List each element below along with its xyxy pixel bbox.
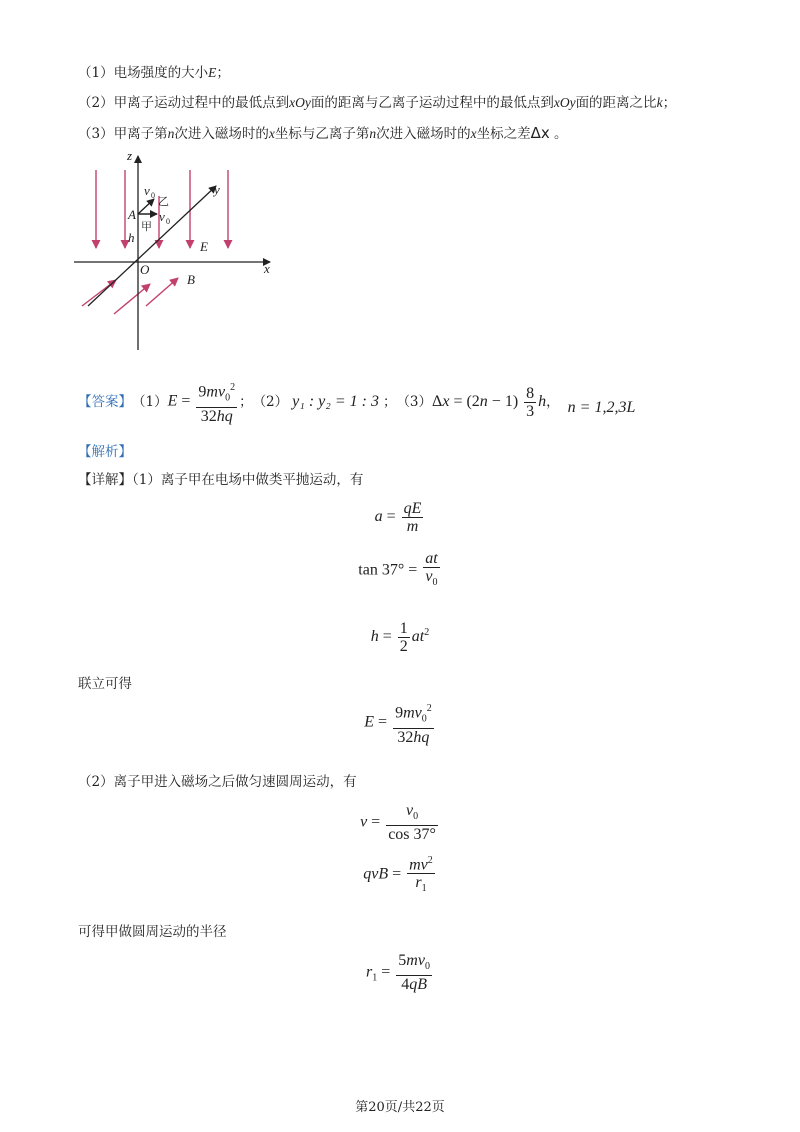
radius-text: 可得甲做圆周运动的半径 (78, 924, 227, 940)
point-a-label: A (128, 207, 136, 222)
question-1-text: （1）电场强度的大小 (78, 65, 209, 81)
yi-velocity-arrow (138, 199, 154, 214)
answer-part-1-label: （1） (132, 394, 168, 410)
v0-sub-jia: 0 (166, 217, 170, 226)
magnetic-field-lines (82, 278, 178, 314)
equation-field-result: E = $\frac{9mv_0^2}{32hq}$ (0, 700, 800, 746)
height-label: h (128, 230, 135, 245)
question-2-mid: 面的距离与乙离子运动过程中的最低点到 (310, 95, 554, 111)
answer-delta-x-formula: Δx = (2n − 1) $\frac{8}{3}$ h (432, 384, 547, 420)
v0-sub-yi: 0 (151, 191, 155, 200)
question-2 (78, 93, 676, 113)
question-2-ratio-text: 面的距离之比 (575, 95, 657, 111)
answer-part-2-label: （2） (252, 394, 289, 410)
answer-tag: 【答案】 (78, 394, 132, 410)
question-3-end: 。 (549, 126, 568, 142)
question-3-t3: 次进入磁场时的 (376, 126, 471, 142)
field-diagram (70, 148, 285, 353)
detail-line (78, 470, 363, 490)
question-1-end: ； (216, 65, 230, 81)
question-2-text: （2）甲离子运动过程中的最低点到 (78, 95, 290, 111)
question-3-t1: 次进入磁场时的 (174, 126, 269, 142)
x-label: x (264, 261, 270, 276)
question-2-end: ； (662, 95, 677, 111)
question-3-x-b: x (470, 126, 477, 141)
detail-tag: 【详解】 (78, 472, 132, 488)
question-3-delta-x: Δx (530, 124, 550, 142)
ion-jia-label: 甲 (141, 220, 152, 233)
analysis-tag: 【解析】 (78, 444, 132, 460)
answer-part-3-label: （3） (396, 394, 433, 410)
answer-line (78, 378, 635, 426)
answer-ratio: y₁ : y₂ = 1 : 3 (292, 393, 379, 410)
page-footer: 第20页/共22页 (355, 1100, 445, 1115)
question-3-n-a: n (167, 126, 175, 141)
detail-step-2: （2）离子甲进入磁场之后做匀速圆周运动，有 (78, 774, 357, 790)
answer-e-formula: E = $\frac{9mv_0^2}{32hq}$ (168, 379, 239, 425)
question-3-text: （3）甲离子第 (78, 126, 168, 142)
equation-acceleration: a = $\frac{qE}{m}$ (374, 500, 422, 535)
combine-text: 联立可得 (78, 676, 132, 692)
origin-label: O (140, 262, 150, 277)
question-3-x-a: x (268, 126, 275, 141)
question-2-k: k (656, 95, 663, 110)
y-label: y (214, 182, 220, 197)
equation-lorentz: qvB = $\frac{mv^2}{r_1}$ (0, 852, 800, 898)
z-label: z (127, 148, 133, 163)
equation-tan: tan 37° = $\frac{at}{v_0}$ (358, 550, 438, 589)
answer-comma: ， (546, 394, 560, 410)
equation-radius: $r_1$ = $\frac{5mv_0}{4qB}$ (366, 952, 430, 994)
question-1-var: E (208, 65, 217, 80)
v0-label-yi: v (144, 183, 150, 198)
v0-label-jia: v (159, 209, 165, 224)
detail-step-1: （1）离子甲在电场中做类平抛运动，有 (132, 472, 364, 488)
field-e-label: E (200, 239, 208, 254)
equation-velocity: v = $\frac{v_0}{\cos 37^\circ}$ (360, 802, 436, 844)
equation-height: h = $\frac{1}{2}$ $at^2$ (370, 620, 430, 655)
question-3-t2: 坐标与乙离子第 (274, 126, 370, 142)
question-2-plane-b: xOy (553, 95, 576, 110)
answer-n-range: n = 1,2,3L (567, 399, 636, 416)
question-1 (78, 63, 230, 83)
ion-yi-label: 乙 (158, 195, 169, 208)
question-3-n-b: n (369, 126, 377, 141)
question-2-plane-a: xOy (289, 95, 311, 110)
answer-sep-2: ； (382, 394, 397, 410)
question-3 (78, 123, 568, 144)
answer-sep-1: ； (239, 394, 253, 410)
field-b-label: B (187, 272, 195, 287)
y-axis (88, 186, 216, 306)
question-3-t4: 坐标之差 (476, 126, 531, 142)
